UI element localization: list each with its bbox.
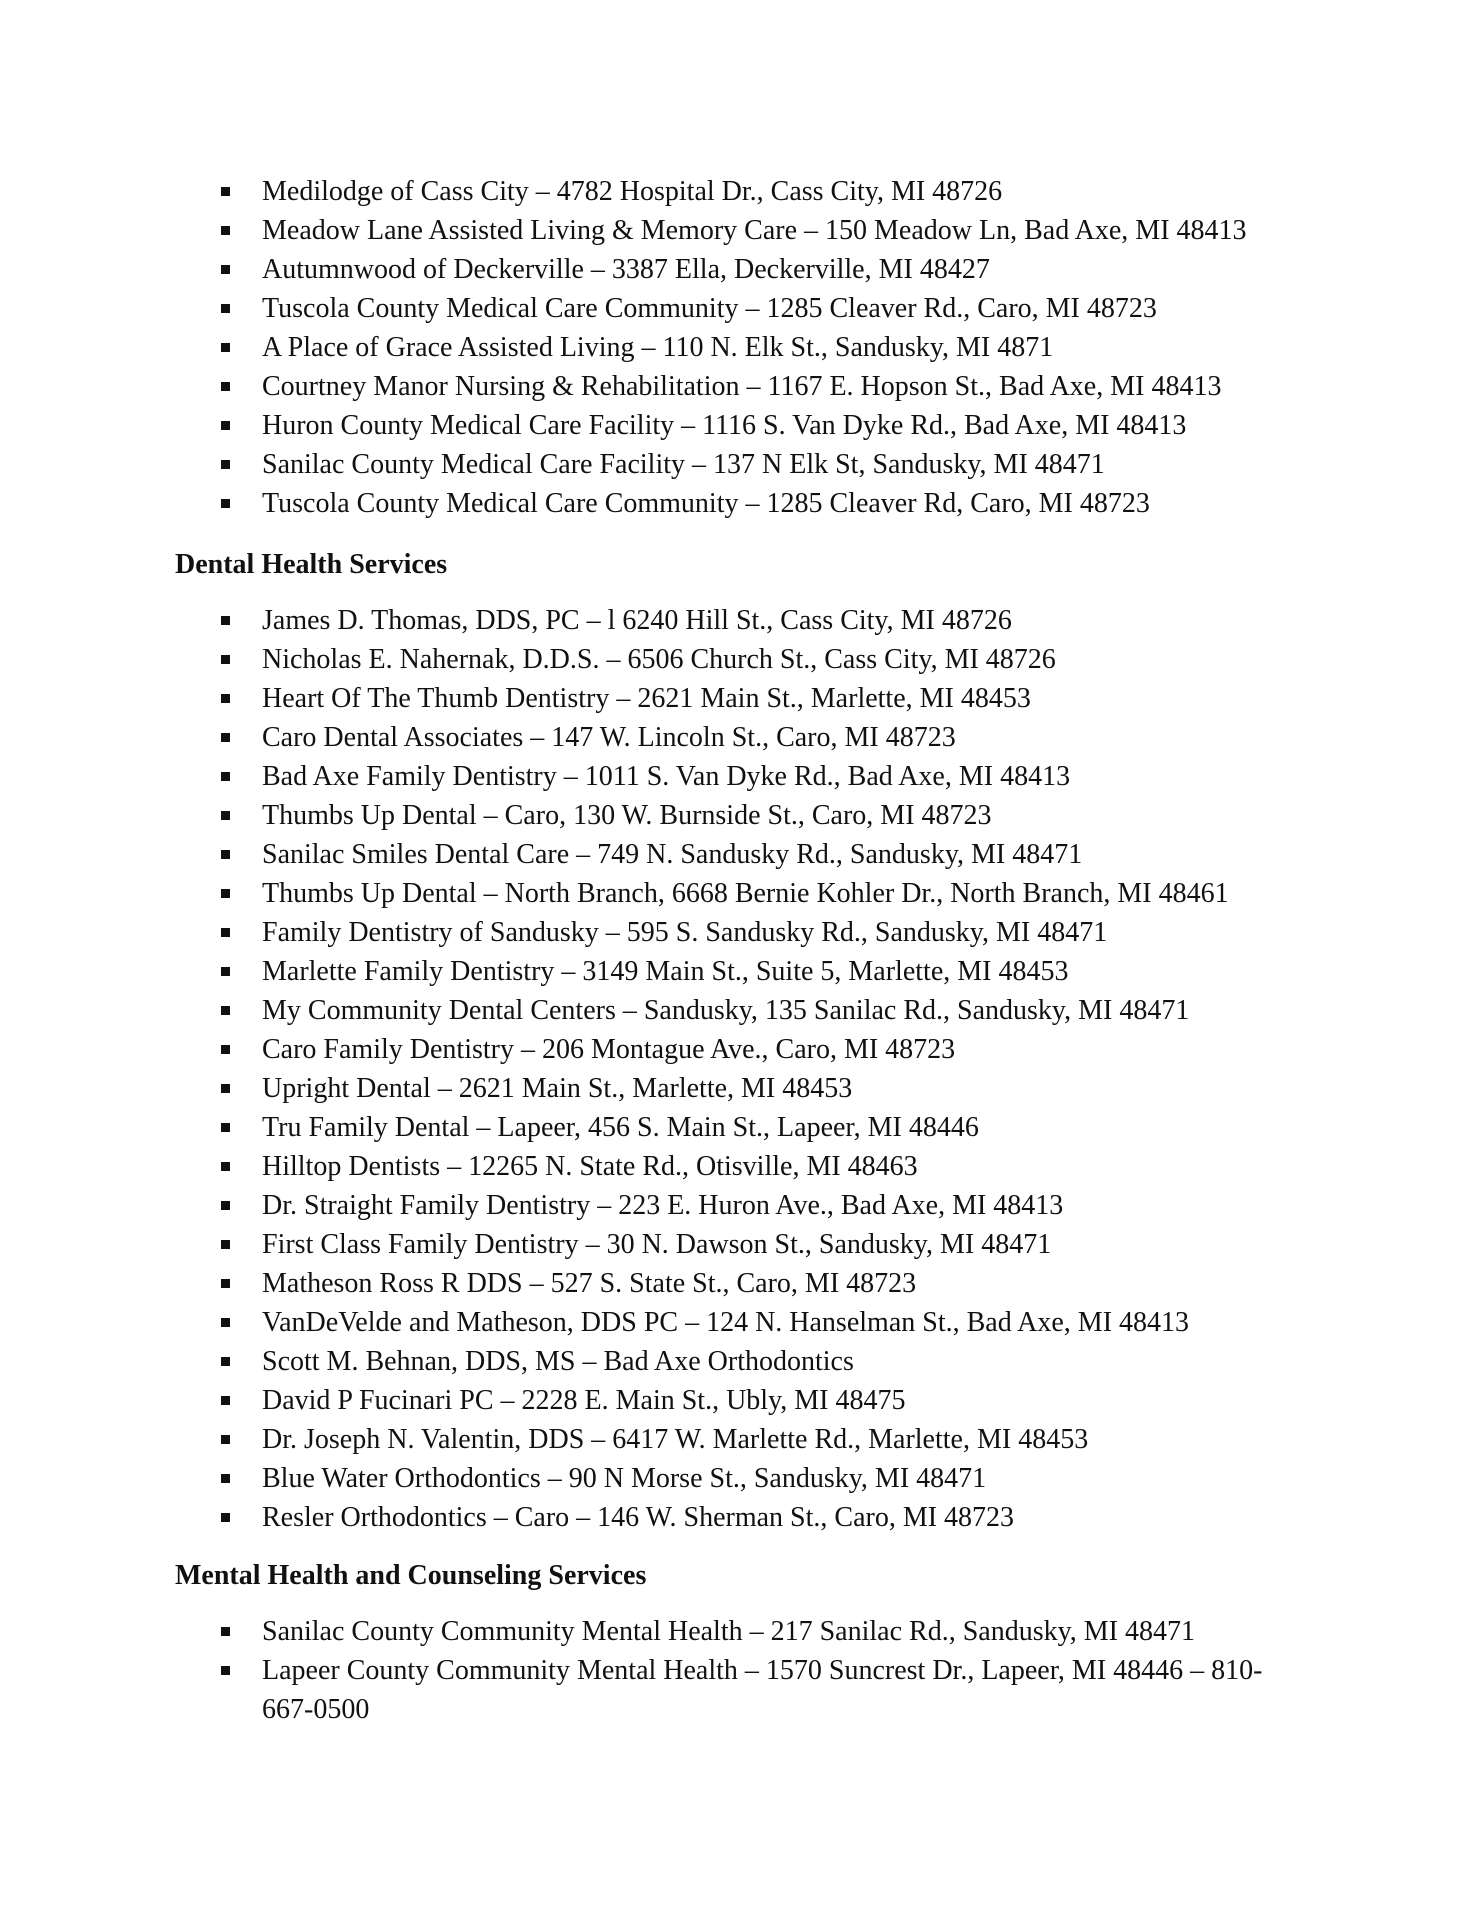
list-item: Dr. Joseph N. Valentin, DDS – 6417 W. Marlette Rd., Marlette, MI 48453 bbox=[0, 1420, 1484, 1459]
mental-health-list bbox=[0, 1612, 1484, 1729]
square-bullet-icon bbox=[221, 1396, 230, 1405]
list-item: Bad Axe Family Dentistry – 1011 S. Van Dyke Rd., Bad Axe, MI 48413 bbox=[0, 757, 1484, 796]
list-item: David P Fucinari PC – 2228 E. Main St., Ubly, MI 48475 bbox=[0, 1381, 1484, 1420]
square-bullet-icon bbox=[221, 1318, 230, 1327]
square-bullet-icon bbox=[221, 889, 230, 898]
section-heading-mental-health: Mental Health and Counseling Services bbox=[175, 1560, 647, 1591]
square-bullet-icon bbox=[221, 187, 230, 196]
list-item: My Community Dental Centers – Sandusky, 135 Sanilac Rd., Sandusky, MI 48471 bbox=[0, 991, 1484, 1030]
list-item: First Class Family Dentistry – 30 N. Dawson St., Sandusky, MI 48471 bbox=[0, 1225, 1484, 1264]
square-bullet-icon bbox=[221, 304, 230, 313]
list-item: Sanilac County Medical Care Facility – 137 N Elk St, Sandusky, MI 48471 bbox=[0, 445, 1484, 484]
list-item: Family Dentistry of Sandusky – 595 S. Sandusky Rd., Sandusky, MI 48471 bbox=[0, 913, 1484, 952]
square-bullet-icon bbox=[221, 694, 230, 703]
list-item: Meadow Lane Assisted Living & Memory Care – 150 Meadow Ln, Bad Axe, MI 48413 bbox=[0, 211, 1484, 250]
square-bullet-icon bbox=[221, 1045, 230, 1054]
list-item: Tuscola County Medical Care Community – 1285 Cleaver Rd., Caro, MI 48723 bbox=[0, 289, 1484, 328]
square-bullet-icon bbox=[221, 1357, 230, 1366]
care-facilities-list bbox=[0, 172, 1484, 523]
square-bullet-icon bbox=[221, 1513, 230, 1522]
square-bullet-icon bbox=[221, 811, 230, 820]
square-bullet-icon bbox=[221, 499, 230, 508]
square-bullet-icon bbox=[221, 460, 230, 469]
dental-services-list bbox=[0, 601, 1484, 1537]
list-item: Resler Orthodontics – Caro – 146 W. Sherman St., Caro, MI 48723 bbox=[0, 1498, 1484, 1537]
list-item: Huron County Medical Care Facility – 1116 S. Van Dyke Rd., Bad Axe, MI 48413 bbox=[0, 406, 1484, 445]
list-item: Courtney Manor Nursing & Rehabilitation – 1167 E. Hopson St., Bad Axe, MI 48413 bbox=[0, 367, 1484, 406]
square-bullet-icon bbox=[221, 616, 230, 625]
square-bullet-icon bbox=[221, 1240, 230, 1249]
list-item: Autumnwood of Deckerville – 3387 Ella, Deckerville, MI 48427 bbox=[0, 250, 1484, 289]
square-bullet-icon bbox=[221, 1084, 230, 1093]
list-item: Marlette Family Dentistry – 3149 Main St., Suite 5, Marlette, MI 48453 bbox=[0, 952, 1484, 991]
square-bullet-icon bbox=[221, 967, 230, 976]
square-bullet-icon bbox=[221, 1201, 230, 1210]
list-item: VanDeVelde and Matheson, DDS PC – 124 N. Hanselman St., Bad Axe, MI 48413 bbox=[0, 1303, 1484, 1342]
square-bullet-icon bbox=[221, 1279, 230, 1288]
list-item: Sanilac County Community Mental Health – 217 Sanilac Rd., Sandusky, MI 48471 bbox=[0, 1612, 1484, 1651]
list-item: Tuscola County Medical Care Community – 1285 Cleaver Rd, Caro, MI 48723 bbox=[0, 484, 1484, 523]
list-item: Heart Of The Thumb Dentistry – 2621 Main St., Marlette, MI 48453 bbox=[0, 679, 1484, 718]
square-bullet-icon bbox=[221, 772, 230, 781]
list-item: Thumbs Up Dental – North Branch, 6668 Bernie Kohler Dr., North Branch, MI 48461 bbox=[0, 874, 1484, 913]
list-item: Upright Dental – 2621 Main St., Marlette, MI 48453 bbox=[0, 1069, 1484, 1108]
square-bullet-icon bbox=[221, 343, 230, 352]
list-item: Caro Family Dentistry – 206 Montague Ave., Caro, MI 48723 bbox=[0, 1030, 1484, 1069]
list-item: Thumbs Up Dental – Caro, 130 W. Burnside St., Caro, MI 48723 bbox=[0, 796, 1484, 835]
list-item: Sanilac Smiles Dental Care – 749 N. Sandusky Rd., Sandusky, MI 48471 bbox=[0, 835, 1484, 874]
square-bullet-icon bbox=[221, 1162, 230, 1171]
section-heading-dental: Dental Health Services bbox=[175, 549, 448, 580]
square-bullet-icon bbox=[221, 655, 230, 664]
square-bullet-icon bbox=[221, 382, 230, 391]
list-item: Dr. Straight Family Dentistry – 223 E. Huron Ave., Bad Axe, MI 48413 bbox=[0, 1186, 1484, 1225]
square-bullet-icon bbox=[221, 226, 230, 235]
list-item: Matheson Ross R DDS – 527 S. State St., Caro, MI 48723 bbox=[0, 1264, 1484, 1303]
list-item: A Place of Grace Assisted Living – 110 N. Elk St., Sandusky, MI 4871 bbox=[0, 328, 1484, 367]
square-bullet-icon bbox=[221, 265, 230, 274]
list-item: Nicholas E. Nahernak, D.D.S. – 6506 Church St., Cass City, MI 48726 bbox=[0, 640, 1484, 679]
square-bullet-icon bbox=[221, 1666, 230, 1675]
list-item: Scott M. Behnan, DDS, MS – Bad Axe Orthodontics bbox=[0, 1342, 1484, 1381]
square-bullet-icon bbox=[221, 850, 230, 859]
square-bullet-icon bbox=[221, 733, 230, 742]
square-bullet-icon bbox=[221, 1006, 230, 1015]
list-item: Medilodge of Cass City – 4782 Hospital Dr., Cass City, MI 48726 bbox=[0, 172, 1484, 211]
list-item: Hilltop Dentists – 12265 N. State Rd., Otisville, MI 48463 bbox=[0, 1147, 1484, 1186]
list-item: Tru Family Dental – Lapeer, 456 S. Main St., Lapeer, MI 48446 bbox=[0, 1108, 1484, 1147]
square-bullet-icon bbox=[221, 421, 230, 430]
list-item: Caro Dental Associates – 147 W. Lincoln St., Caro, MI 48723 bbox=[0, 718, 1484, 757]
square-bullet-icon bbox=[221, 1123, 230, 1132]
list-item: Lapeer County Community Mental Health – 1570 Suncrest Dr., Lapeer, MI 48446 – 810-667-0500 bbox=[0, 1651, 1484, 1729]
square-bullet-icon bbox=[221, 1474, 230, 1483]
list-item: Blue Water Orthodontics – 90 N Morse St., Sandusky, MI 48471 bbox=[0, 1459, 1484, 1498]
square-bullet-icon bbox=[221, 1627, 230, 1636]
square-bullet-icon bbox=[221, 1435, 230, 1444]
square-bullet-icon bbox=[221, 928, 230, 937]
list-item: James D. Thomas, DDS, PC – l 6240 Hill St., Cass City, MI 48726 bbox=[0, 601, 1484, 640]
